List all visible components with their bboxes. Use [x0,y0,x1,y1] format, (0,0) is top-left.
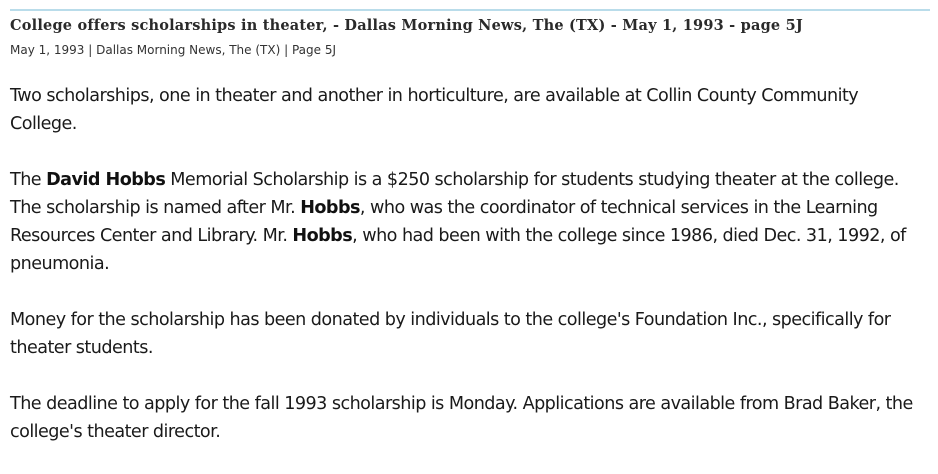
paragraph-4: The deadline to apply for the fall 1993 scholarship is Monday. Applications are available from Brad Baker, the college's theater director. [10,394,913,442]
paragraph-2-text-2: Memorial Scholarship is a $250 scholarship for students studying theater at the college. The scholarship is named after Mr. [10,170,899,218]
highlighted-name: Hobbs [300,198,360,218]
paragraph-2 [10,166,928,278]
paragraph-2-text-4: , who had been with the college since 1986, died Dec. 31, 1992, of pneumonia. [10,226,906,274]
paragraph-3: Money for the scholarship has been donated by individuals to the college's Foundation Inc., specifically for theater students. [10,310,891,358]
paragraph-2-text-1: The [10,170,47,190]
highlighted-name: David Hobbs [46,170,166,190]
paragraph-1: Two scholarships, one in theater and another in horticulture, are available at Collin County Community College. [10,86,859,134]
article-headline: College offers scholarships in theater, - Dallas Morning News, The (TX) - May 1, 1993 - page 5J [10,17,803,34]
article-body [10,82,928,474]
paragraph-2-text-3: , who was the coordinator of technical services in the Learning Resources Center and Library. Mr. [10,198,878,246]
article-meta: May 1, 1993 | Dallas Morning News, The (TX) | Page 5J [10,43,336,57]
highlighted-name: Hobbs [292,226,353,246]
top-divider [10,9,930,11]
